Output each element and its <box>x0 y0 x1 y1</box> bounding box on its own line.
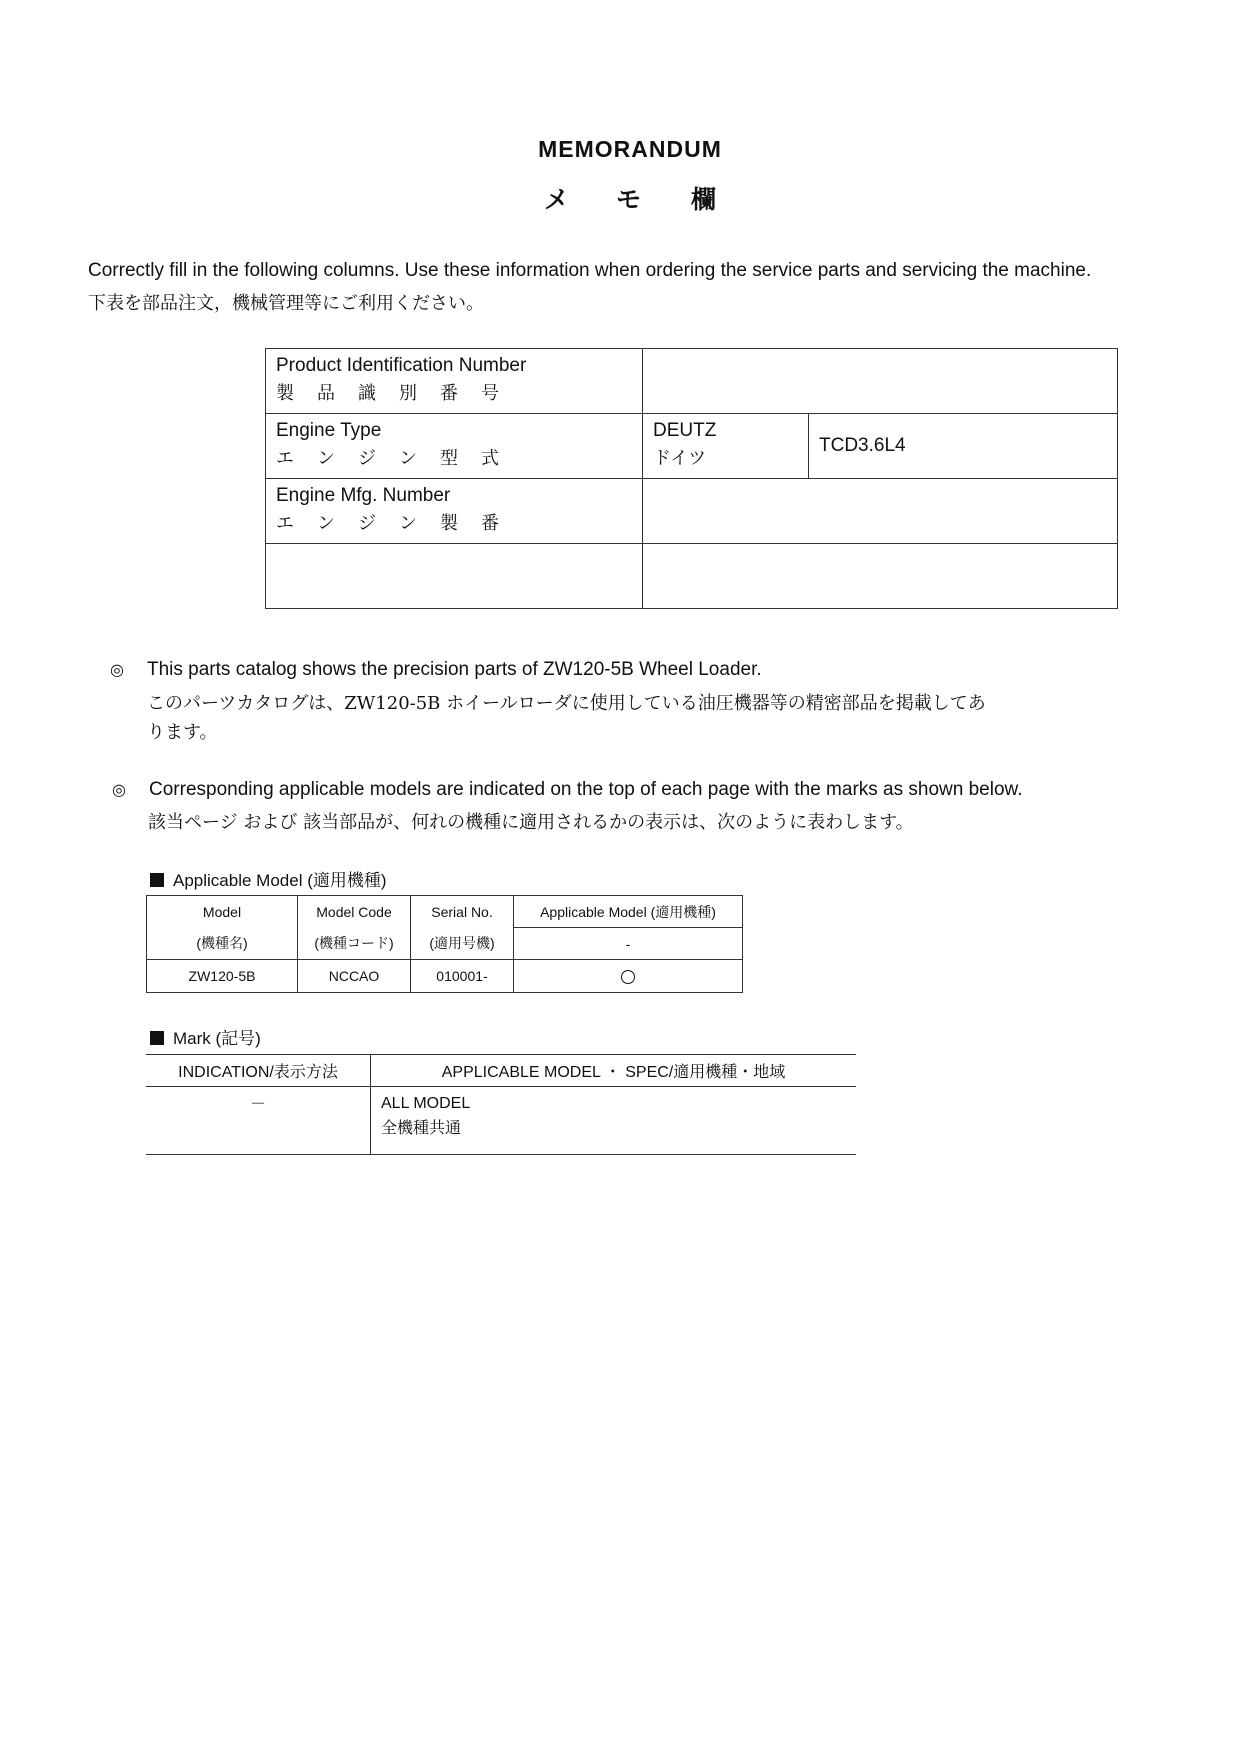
row-applicable-mark <box>514 960 743 993</box>
col-model-header <box>147 896 298 960</box>
row-model: ZW120-5B <box>147 960 298 993</box>
note-1-jp-b: ります。 <box>147 722 218 743</box>
label-char: 品 <box>317 383 335 404</box>
page-title: MEMORANDUM <box>538 136 722 162</box>
col-code-header <box>298 896 411 960</box>
mark-row-indication: － <box>146 1087 371 1155</box>
note-1-en: This parts catalog shows the precision parts of ZW120-5B Wheel Loader. <box>147 659 762 680</box>
engine-maker-jp: ドイツ <box>653 448 707 469</box>
memo-row-engine-type <box>266 414 1118 479</box>
label-char: ジ <box>358 448 376 469</box>
mark-table <box>146 1054 856 1155</box>
square-bullet-icon <box>150 1031 164 1045</box>
memo-label-cell <box>266 349 643 414</box>
label-char: ン <box>317 448 335 469</box>
col-serial-header-jp: (適用号機) <box>429 934 495 951</box>
mark-col-applicable: APPLICABLE MODEL ・ SPEC/適用機種・地域 <box>371 1055 857 1087</box>
label-char: ン <box>399 513 417 534</box>
circle-mark-icon <box>621 970 635 984</box>
mark-heading-text: Mark (記号) <box>173 1029 261 1048</box>
memo-table <box>265 348 1118 609</box>
engine-maker-cell <box>643 414 809 479</box>
memo-label-en: Engine Mfg. Number <box>276 485 451 506</box>
applicable-model-heading-text: Applicable Model (適用機種) <box>173 871 387 890</box>
col-serial-header-en: Serial No. <box>431 903 493 920</box>
label-char: 番 <box>440 383 458 404</box>
note-1-en-line <box>110 659 762 681</box>
note-1-jp-a: このパーツカタログは、ZW120-5B ホイールローダに使用している油圧機器等の精密部品を掲載してあ <box>147 693 986 714</box>
applicable-model-heading <box>150 866 387 891</box>
col-code-header-jp: (機種コード) <box>314 934 394 951</box>
memo-label-cell <box>266 414 643 479</box>
page-title-jp-3: 欄 <box>691 186 717 214</box>
col-applicable-subheader: - <box>514 928 743 960</box>
mark-heading <box>150 1024 261 1049</box>
label-char: ジ <box>358 513 376 534</box>
intro-text-en: Correctly fill in the following columns. Use these information when ordering the service parts and servicing the machine. <box>88 260 1092 281</box>
engine-mfg-number-field[interactable] <box>643 479 1118 544</box>
applicable-model-table <box>146 895 743 993</box>
label-char: ン <box>399 448 417 469</box>
label-char: エ <box>276 448 294 469</box>
square-bullet-icon <box>150 873 164 887</box>
label-char: 別 <box>399 383 417 404</box>
label-char: 型 <box>440 448 458 469</box>
mark-row-jp: 全機種共通 <box>381 1118 462 1137</box>
label-char: 番 <box>481 513 499 534</box>
memo-row-product-id <box>266 349 1118 414</box>
mark-row <box>146 1087 856 1155</box>
label-char: エ <box>276 513 294 534</box>
blank-value-field[interactable] <box>643 544 1118 609</box>
col-model-header-en: Model <box>202 903 242 920</box>
label-char: ン <box>317 513 335 534</box>
intro-text-jp: 下表を部品注文，機械管理等にご利用ください。 <box>88 293 484 314</box>
label-char: 識 <box>358 383 376 404</box>
engine-maker-en: DEUTZ <box>653 420 717 441</box>
memo-label-jp <box>276 444 642 474</box>
col-applicable-header: Applicable Model (適用機種) <box>514 896 743 928</box>
product-id-value-field[interactable] <box>643 349 1118 414</box>
memo-label-en: Engine Type <box>276 420 382 441</box>
memo-label-cell <box>266 479 643 544</box>
blank-label-field[interactable] <box>266 544 643 609</box>
table-row <box>147 960 743 993</box>
mark-header-row <box>146 1055 856 1087</box>
applicable-header-row <box>147 896 743 928</box>
row-serial: 010001- <box>411 960 514 993</box>
page-title-jp-2: モ <box>616 186 642 214</box>
col-model-header-jp: (機種名) <box>196 934 248 951</box>
mark-col-indication: INDICATION/表示方法 <box>146 1055 371 1087</box>
engine-type-value: TCD3.6L4 <box>809 414 1118 479</box>
label-char: 式 <box>481 448 499 469</box>
memo-label-en: Product Identification Number <box>276 355 527 376</box>
double-circle-icon: ◎ <box>112 780 126 799</box>
page-title-jp-1: メ <box>544 186 570 214</box>
double-circle-icon: ◎ <box>110 660 124 679</box>
memo-label-jp <box>276 379 642 409</box>
col-serial-header <box>411 896 514 960</box>
note-2-en: Corresponding applicable models are indicated on the top of each page with the marks as shown below. <box>149 779 1023 800</box>
row-code: NCCAO <box>298 960 411 993</box>
memo-label-jp <box>276 509 642 539</box>
note-2-en-line <box>112 779 1022 801</box>
label-char: 製 <box>276 383 294 404</box>
col-code-header-en: Model Code <box>316 903 392 920</box>
label-char: 号 <box>481 383 499 404</box>
mark-row-en: ALL MODEL <box>381 1095 471 1112</box>
mark-row-applicable <box>371 1087 857 1155</box>
label-char: 製 <box>440 513 458 534</box>
note-2-jp: 該当ページ および 該当部品が、何れの機種に適用されるかの表示は、次のように表わします。 <box>148 812 914 833</box>
memo-row-blank <box>266 544 1118 609</box>
memo-row-engine-mfg-number <box>266 479 1118 544</box>
